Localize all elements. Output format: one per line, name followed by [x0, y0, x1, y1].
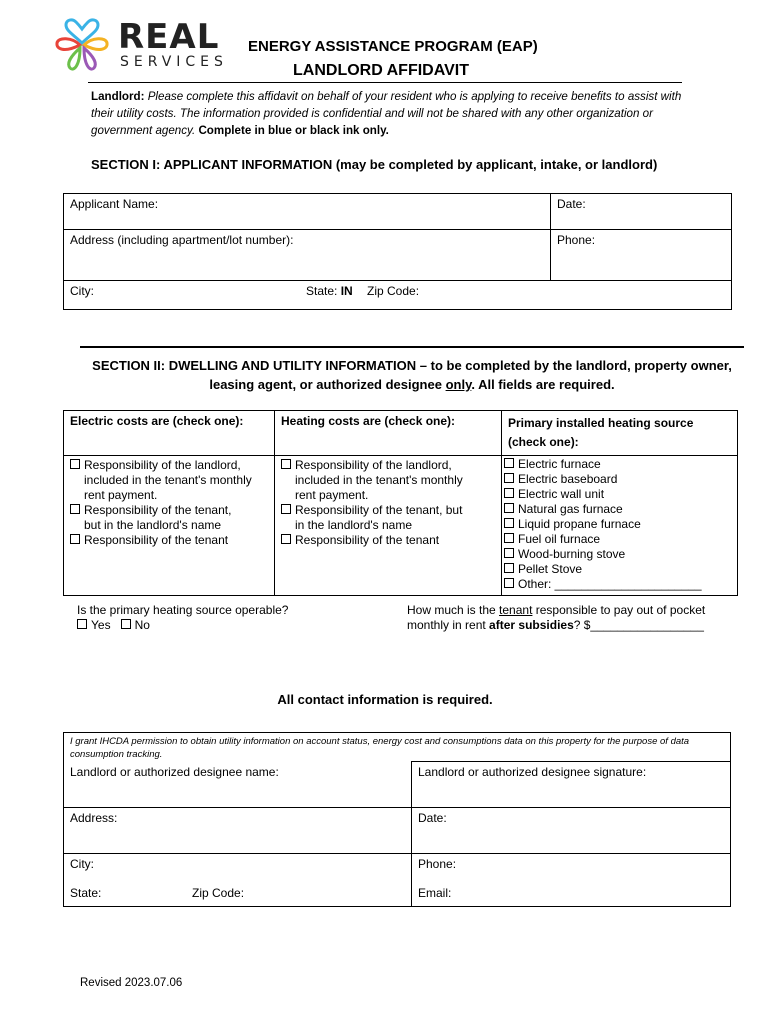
- option-text: Pellet Stove: [518, 562, 583, 576]
- checkbox-icon[interactable]: [70, 459, 80, 469]
- option-text: Electric furnace: [518, 457, 601, 471]
- heating-option-landlord[interactable]: [281, 458, 495, 503]
- electric-options: [64, 456, 275, 596]
- program-title: ENERGY ASSISTANCE PROGRAM (EAP): [248, 38, 538, 55]
- checkbox-icon[interactable]: [504, 488, 514, 498]
- applicant-table: [63, 193, 732, 310]
- checkbox-icon[interactable]: [281, 459, 291, 469]
- option-text: Natural gas furnace: [518, 502, 623, 516]
- applicant-phone-label: Phone:: [557, 233, 596, 247]
- heating-option-tenant[interactable]: [281, 533, 495, 548]
- header-rule: [88, 82, 682, 83]
- heating-header: Heating costs are (check one):: [275, 411, 502, 456]
- source-options: [502, 456, 738, 596]
- option-text: rent payment.: [295, 488, 369, 502]
- landlord-city-field[interactable]: [64, 854, 412, 883]
- checkbox-icon[interactable]: [281, 534, 291, 544]
- checkbox-icon[interactable]: [77, 619, 87, 629]
- section2-title-part-b: . All fields are required.: [471, 377, 615, 392]
- applicant-phone-field[interactable]: [551, 230, 732, 281]
- landlord-address-label: Address:: [70, 811, 118, 825]
- landlord-zip-label: Zip Code:: [192, 885, 245, 900]
- rent-question-part-b: responsible to pay out of pocket: [532, 603, 706, 617]
- option-text: Responsibility of the tenant: [84, 533, 229, 547]
- checkbox-icon[interactable]: [70, 534, 80, 544]
- section2-title-line1: SECTION II: DWELLING AND UTILITY INFORMATION – to be completed by the landlord, property owner,: [92, 358, 732, 373]
- checkbox-icon[interactable]: [504, 503, 514, 513]
- source-option-liquid-propane[interactable]: [504, 517, 731, 532]
- applicant-name-field[interactable]: [64, 194, 551, 230]
- rent-question-tenant: tenant: [499, 603, 533, 617]
- intro-text: Please complete this affidavit on behalf of your resident who is applying to receive benefits to assist with their utility costs. The information provided is confidential and will not be shared with any other organization or government agency.: [91, 90, 682, 137]
- rent-question-part-c: monthly in rent: [407, 618, 490, 632]
- landlord-date-field[interactable]: [412, 808, 731, 854]
- landlord-state-label: State:: [70, 885, 102, 900]
- operable-yes[interactable]: [77, 618, 111, 632]
- applicant-state: [306, 284, 353, 298]
- electric-header: Electric costs are (check one):: [64, 411, 275, 456]
- option-text: Electric wall unit: [518, 487, 605, 501]
- option-text: Fuel oil furnace: [518, 532, 601, 546]
- option-text: Responsibility of the landlord,: [84, 458, 241, 472]
- landlord-email-label: Email:: [418, 885, 452, 900]
- logo-subtitle: SERVICES: [120, 54, 228, 70]
- landlord-phone-label: Phone:: [418, 857, 457, 871]
- electric-option-tenant[interactable]: [70, 533, 268, 548]
- logo: [52, 15, 228, 75]
- applicant-city-row[interactable]: [64, 281, 732, 310]
- operable-question: [77, 603, 288, 633]
- landlord-address-field[interactable]: [64, 808, 412, 854]
- option-text: Responsibility of the landlord,: [295, 458, 452, 472]
- section2-title-part-a: leasing agent, or authorized designee: [209, 377, 446, 392]
- applicant-address-label: Address (including apartment/lot number):: [70, 233, 294, 247]
- applicant-zip-label: Zip Code:: [367, 284, 420, 298]
- checkbox-icon[interactable]: [504, 548, 514, 558]
- checkbox-icon[interactable]: [121, 619, 131, 629]
- option-text: but in the landlord's name: [84, 518, 222, 532]
- operable-question-text: Is the primary heating source operable?: [77, 603, 289, 617]
- source-option-other[interactable]: [504, 577, 731, 592]
- applicant-name-label: Applicant Name:: [70, 197, 159, 211]
- electric-option-tenant-landlord-name[interactable]: [70, 503, 268, 533]
- applicant-state-label: State:: [306, 284, 338, 298]
- landlord-state-zip-row[interactable]: [64, 883, 412, 907]
- operable-no-label: No: [134, 618, 150, 632]
- ihcda-permission: I grant IHCDA permission to obtain utility information on account status, energy cost and consumptions data on this property for the purpose of data consumption tracking.: [64, 733, 731, 762]
- option-text: rent payment.: [84, 488, 158, 502]
- rent-question: [407, 603, 705, 633]
- landlord-signature-label: Landlord or authorized designee signature:: [418, 765, 647, 779]
- landlord-date-label: Date:: [418, 811, 447, 825]
- source-option-electric-baseboard[interactable]: [504, 472, 731, 487]
- electric-option-landlord[interactable]: [70, 458, 268, 503]
- source-option-natural-gas[interactable]: [504, 502, 731, 517]
- checkbox-icon[interactable]: [504, 458, 514, 468]
- heating-options: [275, 456, 502, 596]
- applicant-city-label: City:: [70, 284, 94, 298]
- landlord-phone-field[interactable]: [412, 854, 731, 883]
- operable-yes-label: Yes: [91, 618, 111, 632]
- section2-rule: [80, 346, 744, 348]
- section2-title-line2: [80, 375, 744, 394]
- rent-question-after-subsidies: after subsidies: [489, 618, 574, 632]
- applicant-date-field[interactable]: [551, 194, 732, 230]
- section2-title: [80, 356, 744, 394]
- source-option-pellet-stove[interactable]: [504, 562, 731, 577]
- intro-paragraph: [91, 88, 683, 139]
- applicant-state-value: IN: [340, 284, 353, 298]
- intro-ink-note: Complete in blue or black ink only.: [198, 124, 389, 137]
- contact-table: [63, 732, 731, 907]
- checkbox-icon[interactable]: [504, 563, 514, 573]
- checkbox-icon[interactable]: [504, 473, 514, 483]
- landlord-name-field[interactable]: [64, 762, 412, 808]
- option-text: Responsibility of the tenant,: [84, 503, 232, 517]
- option-text: Wood-burning stove: [518, 547, 626, 561]
- revision-date: Revised 2023.07.06: [80, 977, 183, 989]
- section2-title-only: only: [445, 377, 472, 392]
- applicant-address-field[interactable]: [64, 230, 551, 281]
- option-text: included in the tenant's monthly: [295, 473, 463, 487]
- option-text: in the landlord's name: [295, 518, 413, 532]
- option-text: Liquid propane furnace: [518, 517, 641, 531]
- option-text: Responsibility of the tenant: [295, 533, 440, 547]
- landlord-city-label: City:: [70, 857, 94, 871]
- option-text: Responsibility of the tenant, but: [295, 503, 463, 517]
- contact-heading: All contact information is required.: [277, 692, 493, 707]
- checkbox-icon[interactable]: [504, 533, 514, 543]
- landlord-name-label: Landlord or authorized designee name:: [70, 764, 279, 779]
- rent-amount-field[interactable]: ? $_________________: [573, 618, 704, 632]
- section1-title: SECTION I: APPLICANT INFORMATION (may be completed by applicant, intake, or landlord): [91, 157, 658, 172]
- option-text: Electric baseboard: [518, 472, 618, 486]
- operable-no[interactable]: [121, 618, 150, 632]
- rent-question-part-a: How much is the: [407, 603, 500, 617]
- landlord-email-field[interactable]: [412, 883, 731, 907]
- heating-option-tenant-landlord-name[interactable]: [281, 503, 495, 533]
- source-option-wood-stove[interactable]: [504, 547, 731, 562]
- checkbox-icon[interactable]: [504, 518, 514, 528]
- option-text: included in the tenant's monthly: [84, 473, 252, 487]
- checkbox-icon[interactable]: [70, 504, 80, 514]
- checkbox-icon[interactable]: [281, 504, 291, 514]
- utility-table: [63, 410, 738, 596]
- option-text: Other: ______________________: [518, 577, 702, 591]
- source-option-electric-wall-unit[interactable]: [504, 487, 731, 502]
- landlord-signature-field[interactable]: [412, 762, 731, 808]
- logo-wordmark: REAL: [118, 17, 220, 57]
- source-option-electric-furnace[interactable]: [504, 457, 731, 472]
- source-option-fuel-oil[interactable]: [504, 532, 731, 547]
- checkbox-icon[interactable]: [504, 578, 514, 588]
- form-title: LANDLORD AFFIDAVIT: [293, 62, 469, 79]
- applicant-date-label: Date:: [557, 197, 586, 211]
- source-header: Primary installed heating source (check one):: [502, 411, 738, 456]
- intro-label: Landlord:: [91, 90, 145, 103]
- heart-cluster-icon: [52, 15, 112, 75]
